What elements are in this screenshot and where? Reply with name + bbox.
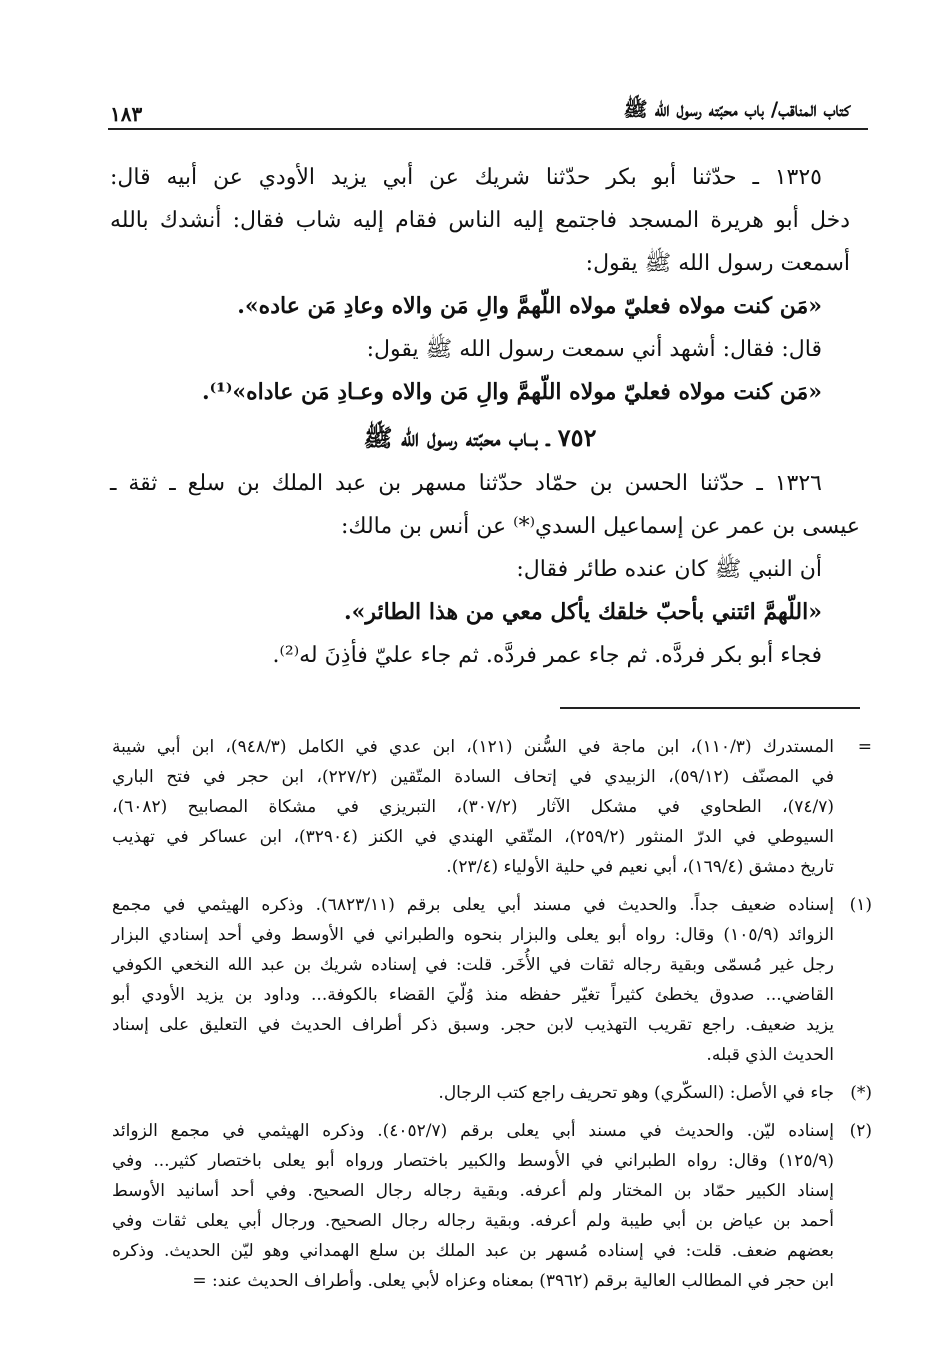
footnote — [112, 890, 872, 1070]
footnote-marker: (١) — [849, 895, 872, 915]
footnote-line: (٧٤/٧)، الطحاوي في مشكل الآثار (٣٠٧/٢)، التبريزي في مشكاة المصابيح (٦٠٨٢)، — [112, 797, 834, 817]
text-line: ١٣٢٦ ـ حدّثنا الحسن بن حمّاد حدّثنا مسهر بن عبد الملك بن سلع ـ ثقة ـ — [110, 471, 822, 496]
footnote-line: يزيد ضعيف. راجع تقريب التهذيب لابن حجر. وسبق ذكر أطراف الحديث في التعليق على إسناد — [112, 1015, 834, 1035]
chapter-heading: ٧٥٢ ـ بــاب محبّته رسول الله ﷺ — [363, 423, 597, 452]
footnote-line: الزوائد (١٠٥/٩) وقال: رواه أبو يعلى والبزار بنحوه والطبراني في الأوسط وفي أحد إسنادي البزار — [112, 925, 835, 945]
footnote-line: (١٢٥/٩) وقال: رواه الطبراني في الأوسط والكبير باختصار ورواه أبو يعلى باختصار كثير... وفي — [112, 1151, 834, 1171]
footnote-line: جاء في الأصل: (السكّري) وهو تحريف راجع كتب الرجال. — [438, 1083, 834, 1103]
footnote — [112, 732, 872, 882]
running-title: كتاب المناقب/ باب محبّته رسول الله ﷺ — [623, 97, 850, 121]
page-header — [110, 90, 850, 126]
main-text — [110, 156, 860, 677]
footnote-line: في المصنّف (٥٩/١٢)، الزبيدي في إتحاف السادة المتّقين (٢٢٧/٢)، ابن حجر في فتح الباري — [112, 767, 834, 787]
text-line: «مَن كنت مولاه فعليّ مولاه اللّهمَّ والِ مَن والاه وعادِ مَن عاده». — [237, 293, 822, 319]
footnote-line: رجل غير مُسمّى وبقية رجاله ثقات في الأُخَر. قلت: في إسناده شريك بن عبد الله النخعي الكوفي — [112, 955, 834, 975]
footnote-gap — [112, 882, 872, 890]
footnote-line: إسناد الكبير حمّاد بن المختار ولم أعرفه. وبقية رجاله رجال الصحيح. وفي أحد أسانيد الأوسط — [112, 1181, 834, 1201]
footnotes — [112, 732, 872, 1296]
footnote — [112, 1116, 872, 1296]
footnote-line: تاريخ دمشق (١٦٩/٤)، أبي نعيم في حلية الأولياء (٢٣/٤). — [446, 857, 834, 877]
text-line: أن النبي ﷺ كان عنده طائر فقال: — [516, 557, 822, 582]
footnote-line: السيوطي في الدرّ المنثور (٢٥٩/٢)، المتّقي الهندي في الكنز (٣٢٩٠٤)، ابن عساكر في تهذيب — [112, 827, 834, 847]
text-line: دخل أبو هريرة المسجد فاجتمع إليه الناس فقام إليه شاب فقال: أنشدك بالله — [110, 208, 850, 233]
footnote-line: القاضي... صدوق يخطئ كثيراً تغيّر حفظه منذ وُلّيَ القضاء بالكوفة... وداود بن يزيد الأودي أبو — [112, 985, 834, 1005]
footnote-line: إسناده ليّن. والحديث في مسند أبي يعلى برقم (٤٠٥٢/٧). وذكره الهيثمي في مجمع الزوائد — [112, 1121, 834, 1141]
footnote-marker: (*) — [850, 1083, 872, 1103]
footnote-line: أحمد بن عياض بن أبي طيبة ولم أعرفه. وبقية رجاله رجال الصحيح. ورجال أبي يعلى ثقات وفي — [112, 1211, 834, 1231]
text-line: فجاء أبو بكر فردَّه. ثم جاء عمر فردَّه. ثم جاء عليّ فأذِنَ له⁽²⁾. — [272, 643, 822, 668]
text-line: «اللّهمَّ ائتني بأحبّ خلقك يأكل معي من هذا الطائر». — [343, 599, 822, 625]
footnote — [112, 1078, 872, 1108]
footnote-divider — [560, 707, 860, 709]
footnote-gap — [112, 1070, 872, 1078]
footnote-line: إسناده ضعيف جداً. والحديث في مسند أبي يعلى برقم (٦٨٢٣/١١). وذكره الهيثمي في مجمع — [112, 895, 835, 915]
text-line: ١٣٢٥ ـ حدّثنا أبو بكر حدّثنا شريك عن أبي يزيد الأودي عن أبيه قال: — [110, 165, 822, 190]
text-line: عيسى بن عمر عن إسماعيل السدي⁽*⁾ عن أنس بن مالك: — [341, 514, 860, 539]
page-number: ١٨٣ — [110, 102, 143, 126]
footnote-gap — [112, 1108, 872, 1116]
footnote-line: المستدرك (١١٠/٣)، ابن ماجة في السُّنن (١٢١)، ابن عدي في الكامل (٩٤٨/٣)، ابن أبي شيبة — [112, 737, 835, 757]
footnote-marker: = — [857, 737, 872, 757]
footnote-line: ابن حجر في المطالب العالية برقم (٣٩٦٢) بمعناه وعزاه لأبي يعلى. وأطراف الحديث عند: = — [192, 1271, 834, 1291]
footnote-marker: (٢) — [849, 1121, 872, 1141]
text-line: قال: فقال: أشهد أني سمعت رسول الله ﷺ يقول: — [366, 337, 822, 362]
text-line: أسمعت رسول الله ﷺ يقول: — [585, 251, 850, 276]
text-line: «مَن كنت مولاه فعليّ مولاه اللّهمَّ والِ مَن والاه وعـادِ مَن عاداه»⁽¹⁾. — [201, 379, 822, 405]
footnote-line: الحديث الذي قبله. — [706, 1045, 834, 1065]
header-divider — [108, 128, 868, 130]
footnote-line: بعضهم ضعف. قلت: في إسناده مُسهر بن عبد الملك بن سلع الهمداني وهو ليّن الحديث. وذكره — [112, 1241, 834, 1261]
